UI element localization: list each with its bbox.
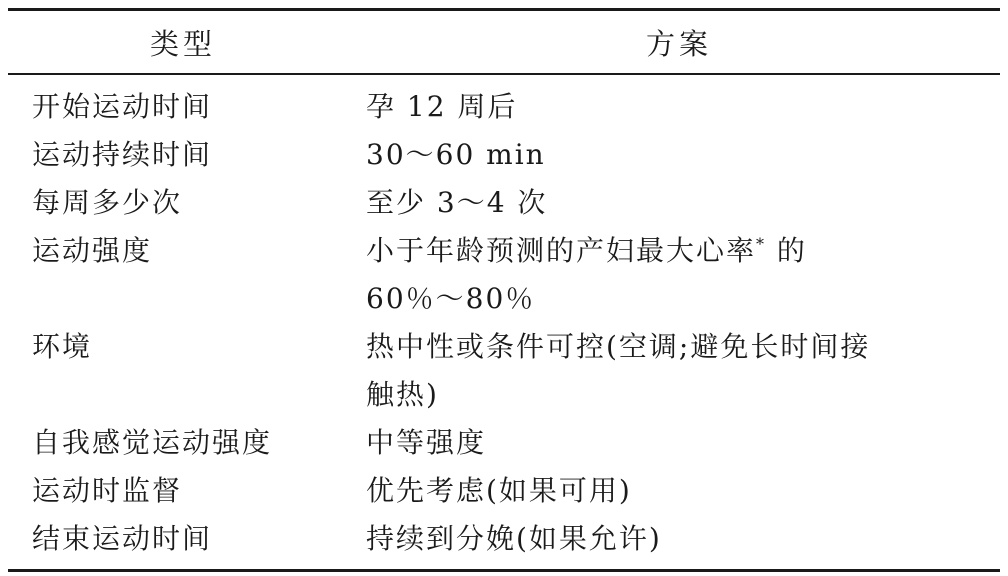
table-body: [8, 75, 1000, 569]
row-plan: [358, 515, 1000, 563]
row-type: 运动强度: [32, 234, 153, 267]
row-plan-line: 中等强度: [366, 426, 487, 459]
table-row: [8, 227, 1000, 323]
row-plan-line: 持续到分娩(如果允许): [366, 522, 662, 555]
table-row: [8, 179, 1000, 227]
header-plan: 方案: [645, 26, 712, 61]
row-plan-line: 30～60 min: [366, 138, 546, 171]
row-type: 自我感觉运动强度: [32, 426, 273, 459]
row-plan-text: 小于年龄预测的产妇最大心率: [366, 234, 757, 267]
table-row: [8, 419, 1000, 467]
row-plan-line: [366, 227, 1000, 275]
row-plan-suffix: 的: [766, 234, 807, 267]
table-row: [8, 467, 1000, 515]
row-plan-line: 至少 3～4 次: [366, 186, 548, 219]
row-plan: [358, 467, 1000, 515]
row-type: 结束运动时间: [32, 522, 213, 555]
row-plan: [358, 83, 1000, 131]
row-plan-line: 触热): [366, 378, 439, 411]
table-bottom-rule: [8, 569, 1000, 572]
row-plan: [358, 419, 1000, 467]
row-plan-line: 热中性或条件可控(空调;避免长时间接: [366, 330, 871, 363]
row-plan: [358, 323, 1000, 419]
row-plan-line: 60％～80％: [366, 282, 536, 315]
row-plan-line: 孕 12 周后: [366, 90, 518, 123]
row-plan-line: 优先考虑(如果可用): [366, 474, 632, 507]
table-row: [8, 83, 1000, 131]
row-type: 开始运动时间: [32, 90, 213, 123]
row-type: 环境: [32, 330, 93, 363]
table-row: [8, 515, 1000, 563]
exercise-plan-table: [8, 8, 1000, 572]
row-type: 每周多少次: [32, 186, 183, 219]
row-plan: [358, 227, 1000, 323]
row-plan: [358, 179, 1000, 227]
header-type: 类型: [149, 26, 216, 61]
footnote-marker: *: [756, 234, 767, 254]
table-row: [8, 323, 1000, 419]
row-type: 运动时监督: [32, 474, 183, 507]
table-header-row: [8, 11, 1000, 73]
table-row: [8, 131, 1000, 179]
row-plan: [358, 131, 1000, 179]
row-type: 运动持续时间: [32, 138, 213, 171]
